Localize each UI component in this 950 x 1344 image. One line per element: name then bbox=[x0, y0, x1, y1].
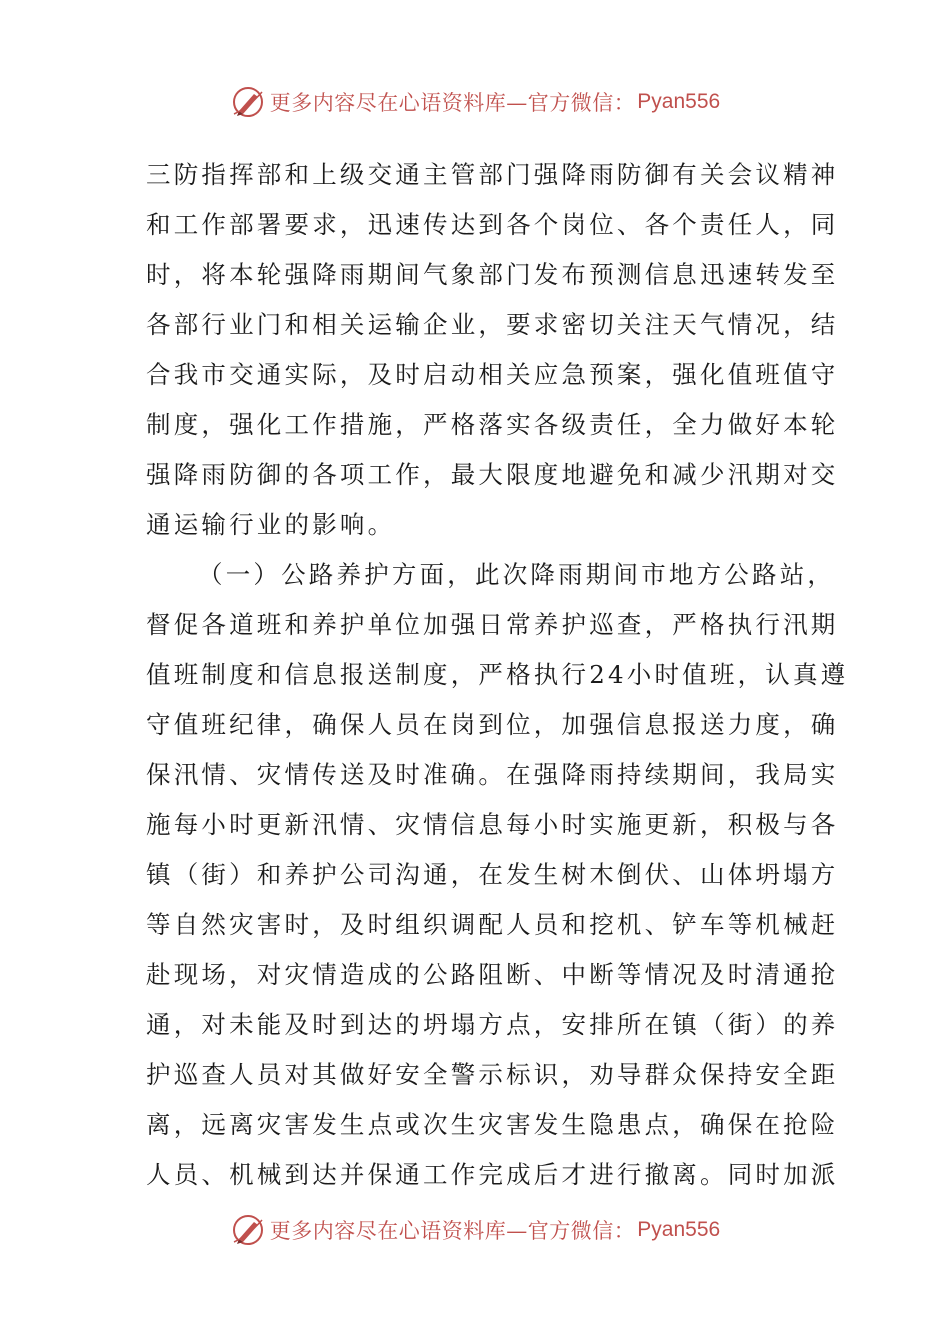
body-line: 和工作部署要求，迅速传达到各个岗位、各个责任人，同 bbox=[146, 210, 839, 239]
body-line: 人员、机械到达并保通工作完成后才进行撤离。同时加派 bbox=[146, 1160, 839, 1189]
body-line: 各部行业门和相关运输企业，要求密切关注天气情况，结 bbox=[146, 310, 839, 339]
body-line: 时，将本轮强降雨期间气象部门发布预测信息迅速转发至 bbox=[146, 260, 839, 289]
pen-circle-icon bbox=[230, 84, 266, 120]
body-line: 保汛情、灾情传送及时准确。在强降雨持续期间，我局实 bbox=[146, 760, 839, 789]
body-line: 离，远离灾害发生点或次生灾害发生隐患点，确保在抢险 bbox=[146, 1110, 839, 1139]
body-line: 通，对未能及时到达的坍塌方点，安排所在镇（街）的养 bbox=[146, 1010, 839, 1039]
pen-circle-icon bbox=[230, 1212, 266, 1248]
body-line: 督促各道班和养护单位加强日常养护巡查，严格执行汛期 bbox=[146, 610, 839, 639]
banner-wechat-id: Pyan556 bbox=[637, 90, 721, 113]
body-line: 通运输行业的影响。 bbox=[146, 510, 396, 539]
body-line: 护巡查人员对其做好安全警示标识，劝导群众保持安全距 bbox=[146, 1060, 839, 1089]
body-line: 等自然灾害时，及时组织调配人员和挖机、铲车等机械赶 bbox=[146, 910, 839, 939]
body-line: 制度，强化工作措施，严格落实各级责任，全力做好本轮 bbox=[146, 410, 839, 439]
body-line: 赴现场，对灾情造成的公路阻断、中断等情况及时清通抢 bbox=[146, 960, 839, 989]
footer-banner bbox=[0, 1210, 950, 1250]
body-line: 施每小时更新汛情、灾情信息每小时实施更新，积极与各 bbox=[146, 810, 839, 839]
body-line: 合我市交通实际，及时启动相关应急预案，强化值班值守 bbox=[146, 360, 839, 389]
body-line: 值班制度和信息报送制度，严格执行24小时值班，认真遵 bbox=[146, 660, 849, 689]
banner-wechat-id: Pyan556 bbox=[637, 1218, 721, 1241]
body-line: 强降雨防御的各项工作，最大限度地避免和减少汛期对交 bbox=[146, 460, 839, 489]
header-banner bbox=[0, 82, 950, 122]
body-line: 守值班纪律，确保人员在岗到位，加强信息报送力度，确 bbox=[146, 710, 839, 739]
document-body bbox=[146, 150, 849, 1200]
body-line: 镇（街）和养护公司沟通，在发生树木倒伏、山体坍塌方 bbox=[146, 860, 839, 889]
section-heading-line: （一）公路养护方面，此次降雨期间市地方公路站， bbox=[198, 560, 836, 589]
banner-text: 更多内容尽在心语资料库—官方微信： bbox=[269, 1219, 636, 1243]
banner-text: 更多内容尽在心语资料库—官方微信： bbox=[269, 91, 636, 115]
body-line: 三防指挥部和上级交通主管部门强降雨防御有关会议精神 bbox=[146, 160, 839, 189]
